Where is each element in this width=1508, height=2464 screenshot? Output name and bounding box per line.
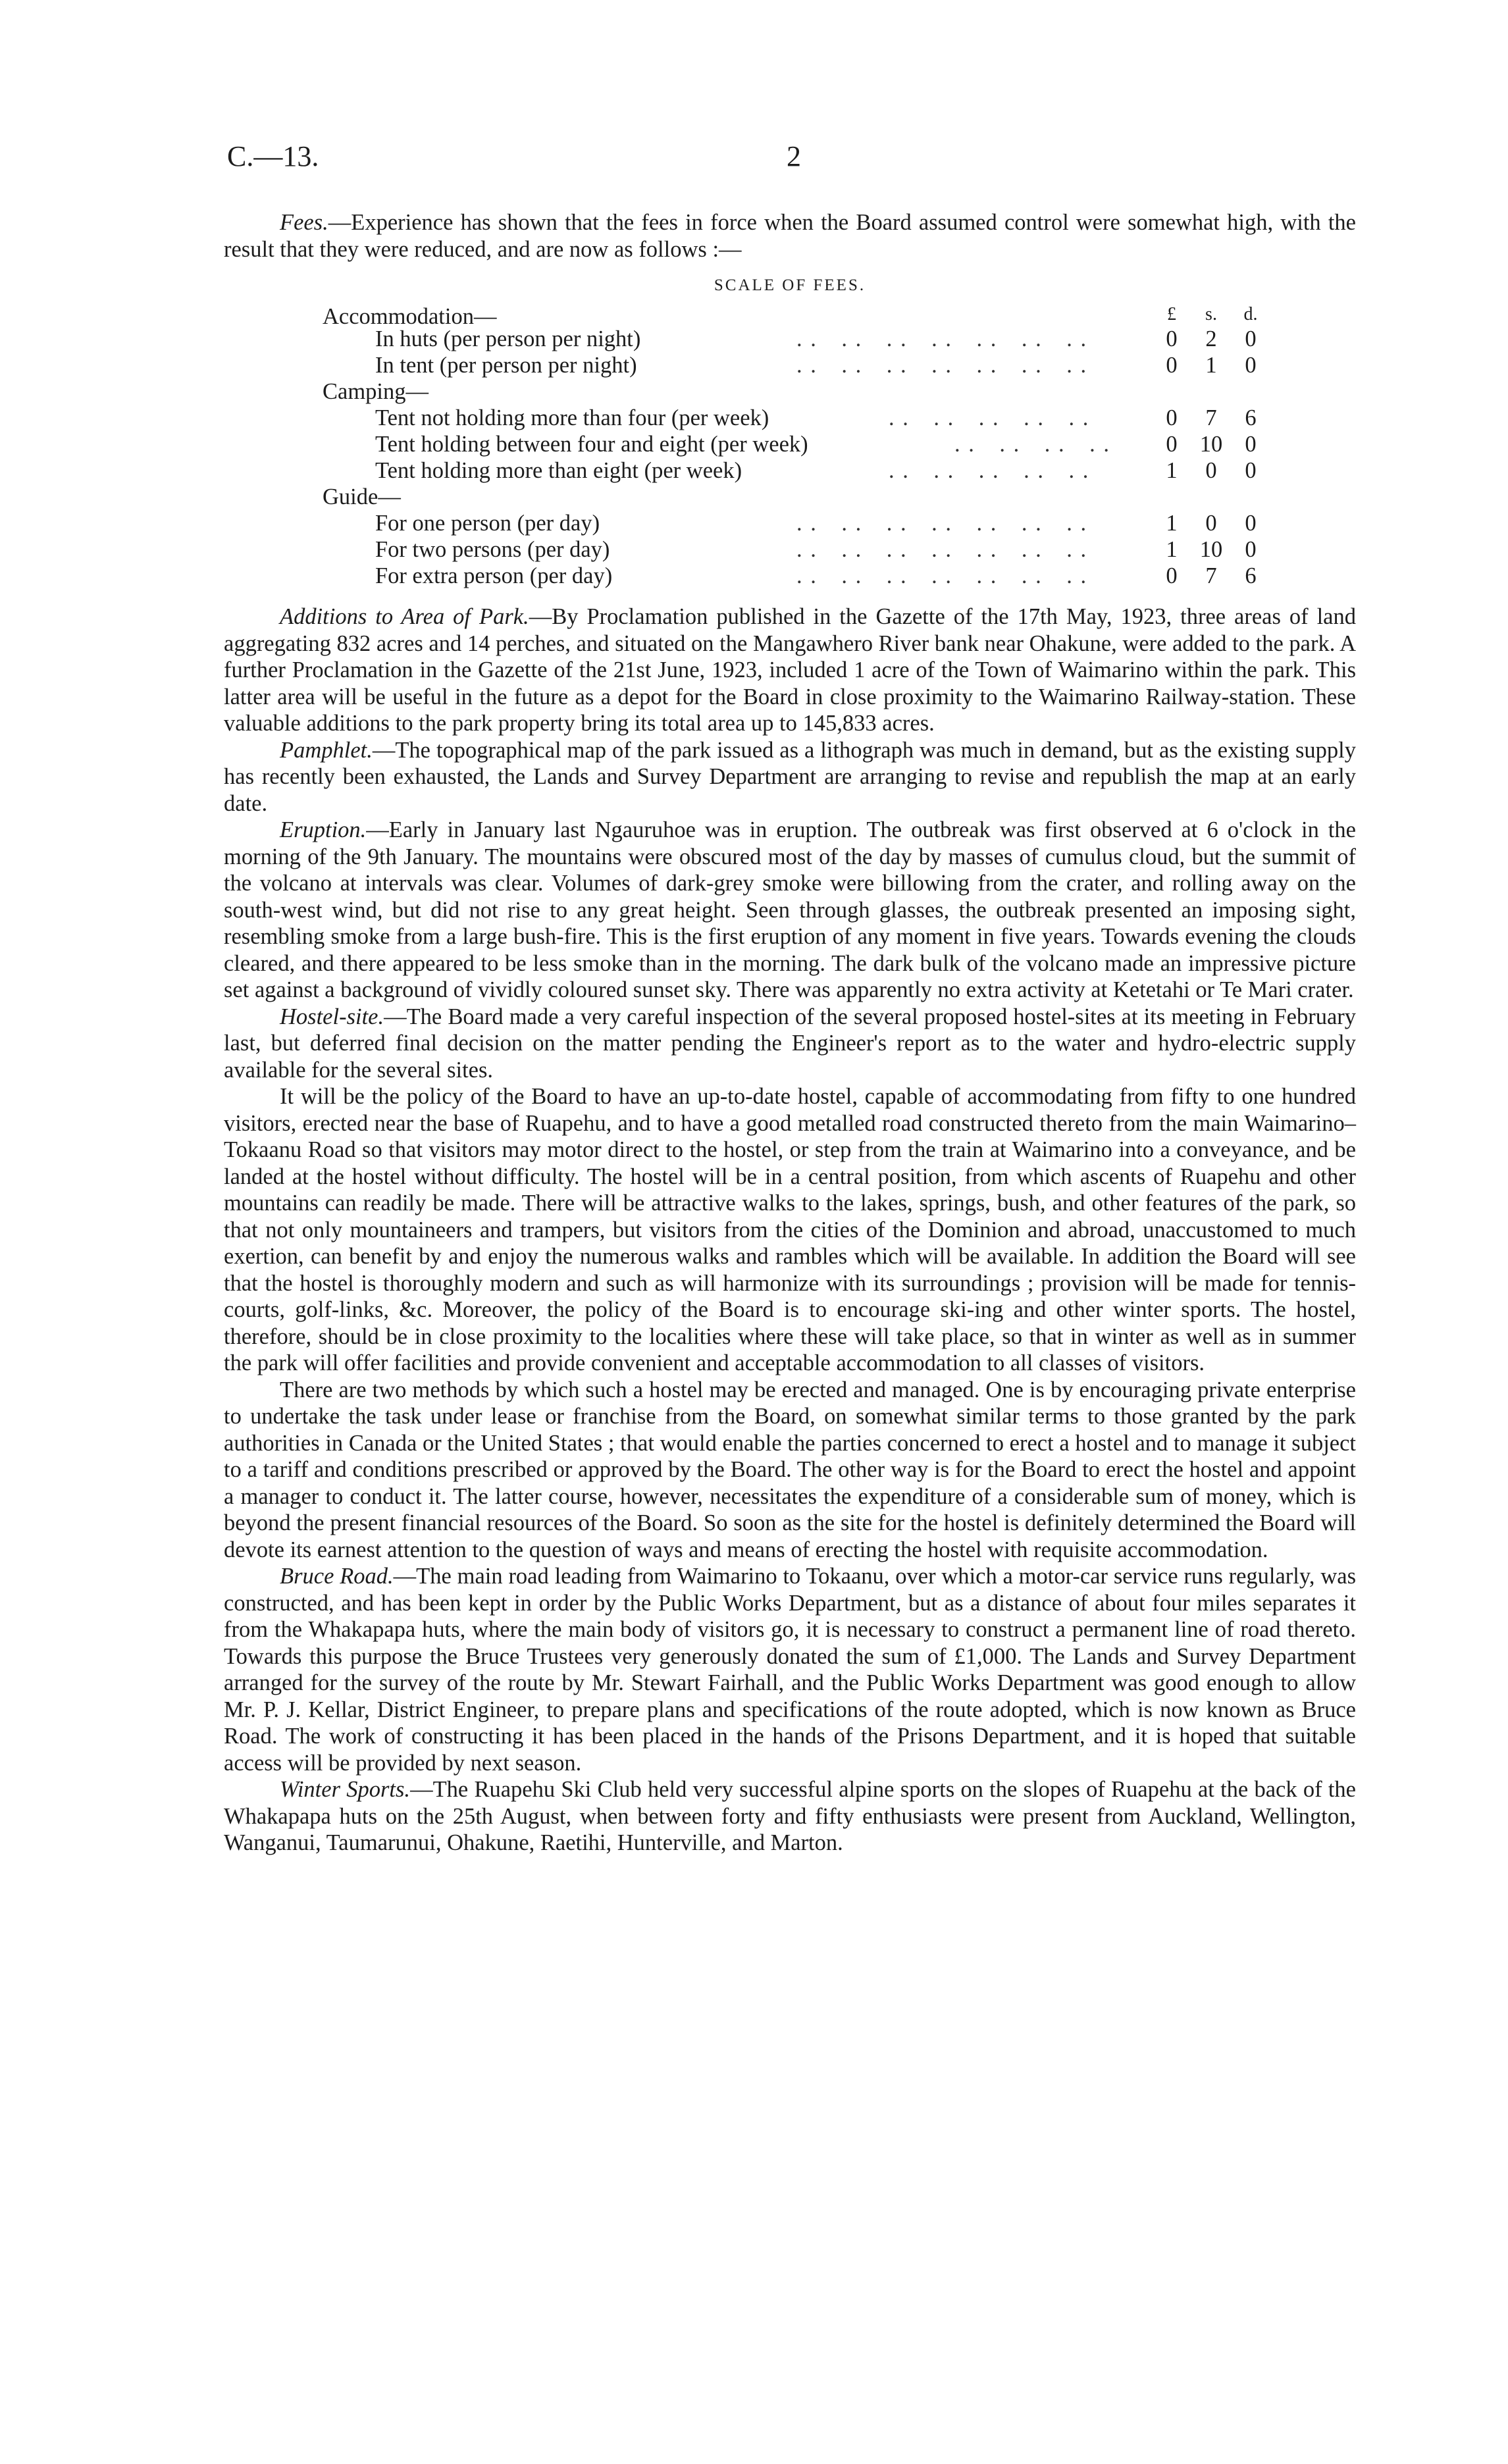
paragraph-text: —By Proclamation published in the Gazette of the 17th May, 1923, three areas of land aggregating 832 acres and 14 perches, and situated on the Mangawhero River bank near Ohakune, were added to the park. A further Proclamation in the Gazette of the 21st June, 1923, included 1 acre of the Town of Waimarino within the park. This latter area will be useful in the future as a depot for the Board in close proximity to the Waimarino Railway-station. These valuable additions to the park property bring its total area up to 145,833 acres.: [224, 604, 1356, 736]
fee-pence: 0: [1245, 432, 1257, 457]
fee-pounds: 0: [1166, 432, 1178, 457]
section-heading-hostel-site: Hostel-site.: [280, 1004, 384, 1029]
section-heading-bruce-road: Bruce Road.: [280, 1564, 394, 1589]
dot-leaders: . . . . . . . . . . . . . .: [796, 353, 1088, 378]
paragraph-text: —The main road leading from Waimarino to Tokaanu, over which a motor-car service runs regularly, was constructed, and has been kept in order by the Public Works Department, but as a distance of about four miles separates it from the Whakapapa huts, where the main body of visitors go, it is necessary to construct a permanent line of road thereto. Towards this purpose the Bruce Trustees very generously donated the sum of £1,000. The Lands and Survey Department arranged for the survey of the route by Mr. Stewart Fairhall, and the Public Works Department was good enough to allow Mr. P. J. Kellar, District Engineer, to prepare plans and specifications of the route adopted, which is now known as Bruce Road. The work of constructing it has been placed in the hands of the Prisons Department, and it is hoped that suitable access will be provided by next season.: [224, 1564, 1356, 1776]
dot-leaders: . . . . . . . .: [954, 432, 1110, 457]
fee-shillings: 1: [1205, 353, 1217, 378]
section-heading-pamphlet: Pamphlet.: [280, 737, 373, 763]
column-header-pounds: £: [1167, 304, 1176, 324]
fee-row: [323, 405, 1257, 431]
fee-pence: 0: [1245, 511, 1257, 536]
dot-leaders: . . . . . . . . . .: [889, 458, 1090, 483]
fee-row: [323, 563, 1257, 589]
fee-group-label: Camping—: [323, 379, 429, 404]
fee-shillings: 10: [1199, 537, 1223, 562]
running-header: [227, 140, 1281, 179]
fee-shillings: 2: [1205, 326, 1217, 351]
fee-row-label: In huts (per person per night): [375, 326, 641, 351]
fee-pence: 0: [1245, 537, 1257, 562]
paragraph-winter-sports: [224, 1776, 1356, 1857]
fee-shillings: 0: [1205, 458, 1217, 483]
paragraph-pamphlet: [224, 737, 1356, 817]
fee-row: [323, 352, 1257, 378]
paragraph-additions: [224, 603, 1356, 737]
dot-leaders: . . . . . . . . . .: [889, 405, 1090, 430]
paragraph-eruption: [224, 817, 1356, 1004]
fee-pounds: 1: [1166, 537, 1178, 562]
fee-row-label: Tent not holding more than four (per week): [375, 405, 769, 430]
fee-pounds: 1: [1166, 511, 1178, 536]
paragraph-bruce-road: [224, 1563, 1356, 1776]
fee-row: [323, 536, 1257, 563]
fee-pounds: 0: [1166, 563, 1178, 588]
paragraph-hostel-policy: It will be the policy of the Board to have an up-to-date hostel, capable of accommodating from fifty to one hundred visitors, erected near the base of Ruapehu, and to have a good metalled road constructed thereto from the main Waimarino–Tokaanu Road so that visitors may motor direct to the hostel, or step from the train at Waimarino into a conveyance, and be landed at the hostel without difficulty. The hostel will be in a central position, from which ascents of Ruapehu and other mountains can readily be made. There will be attractive walks to the lakes, springs, bush, and other features of the park, so that not only mountaineers and trampers, but visitors from the cities of the Dominion and abroad, unaccustomed to much exertion, can benefit by and enjoy the numerous walks and rambles which will be available. In addition the Board will see that the hostel is thoroughly modern and such as will harmonize with its surroundings ; provision will be made for tennis-courts, golf-links, &c. Moreover, the policy of the Board is to encourage ski-ing and other winter sports. The hostel, therefore, should be in close proximity to the localities where these will take place, so that in winter as well as in summer the park will offer facilities and provide convenient and acceptable accommodation to all classes of visitors.: [224, 1084, 1356, 1375]
fee-pence: 6: [1245, 405, 1257, 430]
scale-of-fees-title: SCALE OF FEES.: [714, 276, 866, 294]
fee-pounds: 0: [1166, 326, 1178, 351]
fee-row: [323, 431, 1257, 457]
column-header-shillings: s.: [1205, 304, 1217, 324]
dot-leaders: . . . . . . . . . . . . . .: [796, 563, 1088, 588]
section-heading-winter-sports: Winter Sports.: [280, 1777, 411, 1802]
fee-row: [323, 510, 1257, 536]
dot-leaders: . . . . . . . . . . . . . .: [796, 511, 1088, 536]
fee-pounds: 0: [1166, 353, 1178, 378]
paragraph-text: —The topographical map of the park issued as a lithograph was much in demand, but as the existing supply has recently been exhausted, the Lands and Survey Department are arranging to revise and republish the map at an early date.: [224, 737, 1356, 816]
fee-group-label: Guide—: [323, 484, 401, 509]
dot-leaders: . . . . . . . . . . . . . .: [796, 326, 1088, 351]
fee-row: [323, 457, 1257, 484]
document-body: [224, 209, 1356, 1857]
paragraph-text: —Experience has shown that the fees in force when the Board assumed control were somewhat high, with the result that they were reduced, and are now as follows :—: [224, 210, 1356, 262]
fee-row-label: For one person (per day): [375, 511, 600, 536]
fee-pence: 0: [1245, 458, 1257, 483]
fee-shillings: 0: [1205, 511, 1217, 536]
fee-pounds: 1: [1166, 458, 1178, 483]
fee-pence: 0: [1245, 353, 1257, 378]
fee-shillings: 10: [1199, 432, 1223, 457]
fee-row-label: Tent holding between four and eight (per week): [375, 432, 808, 457]
fee-row: [323, 326, 1257, 352]
fee-row-label: For two persons (per day): [375, 537, 610, 562]
paragraph-text: —The Ruapehu Ski Club held very successful alpine sports on the slopes of Ruapehu at the back of the Whakapapa huts on the 25th August, when between forty and fifty enthusiasts were present from Auckland, Wellington, Wanganui, Taumarunui, Ohakune, Raetihi, Hunterville, and Marton.: [224, 1777, 1356, 1855]
paragraph-text: —Early in January last Ngauruhoe was in eruption. The outbreak was first observed at 6 o'clock in the morning of the 9th January. The mountains were obscured most of the day by masses of cumulus cloud, but the summit of the volcano at intervals was clear. Volumes of dark-grey smoke were billowing from the crater, and rolling away on the south-west wind, but did not rise to any great height. Seen through glasses, the outbreak presented an imposing sight, resembling smoke from a large bush-fire. This is the first eruption of any moment in five years. Towards evening the clouds cleared, and there appeared to be less smoke than in the morning. The dark bulk of the volcano made an impressive picture set against a background of vividly coloured sunset sky. There was apparently no extra activity at Ketetahi or Te Mari crater.: [224, 817, 1356, 1002]
section-heading-fees: Fees.: [280, 210, 328, 235]
fee-shillings: 7: [1205, 563, 1217, 588]
document-id: C.—13.: [227, 140, 319, 172]
paragraph-fees: [224, 209, 1356, 263]
paragraph-text: —The Board made a very careful inspection of the several proposed hostel-sites at its meeting in February last, but deferred final decision on the matter pending the Engineer's report as to the water and hydro-electric supply available for the several sites.: [224, 1004, 1356, 1083]
fee-row-label: Tent holding more than eight (per week): [375, 458, 742, 483]
fee-row-label: In tent (per person per night): [375, 353, 637, 378]
fee-shillings: 7: [1205, 405, 1217, 430]
fee-pence: 6: [1245, 563, 1257, 588]
fee-group-label: Accommodation—: [323, 304, 497, 329]
paragraph-hostel-methods: There are two methods by which such a hostel may be erected and managed. One is by encouraging private enterprise to undertake the task under lease or franchise from the Board, on somewhat similar terms to those granted by the park authorities in Canada or the United States ; that would enable the parties concerned to erect a hostel and to manage it subject to a tariff and conditions prescribed or approved by the Board. The other way is for the Board to erect the hostel and appoint a manager to conduct it. The latter course, however, necessitates the expenditure of a considerable sum of money, which is beyond the present financial resources of the Board. So soon as the site for the hostel is definitely determined the Board will devote its earnest attention to the question of ways and means of erecting the hostel with requisite accommodation.: [224, 1377, 1356, 1562]
fee-pounds: 0: [1166, 405, 1178, 430]
page-number: 2: [787, 140, 801, 172]
fees-table-header: [323, 303, 1258, 329]
dot-leaders: . . . . . . . . . . . . . .: [796, 537, 1088, 562]
fee-row-label: For extra person (per day): [375, 563, 613, 588]
fee-pence: 0: [1245, 326, 1257, 351]
column-header-pence: d.: [1243, 304, 1258, 324]
fees-table: [323, 303, 1258, 603]
section-heading-eruption: Eruption.: [280, 817, 367, 842]
section-heading-additions: Additions to Area of Park.: [280, 604, 529, 629]
paragraph-hostel-site: [224, 1004, 1356, 1084]
